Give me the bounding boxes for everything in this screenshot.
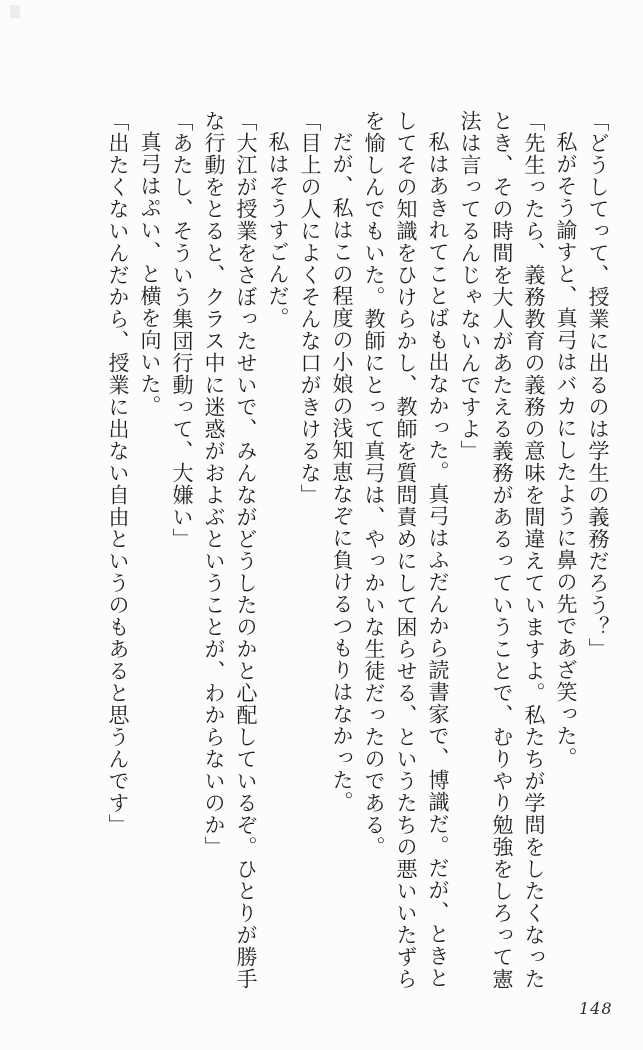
paragraph: 真弓はぷい、と横を向いた。 xyxy=(138,131,162,417)
scan-corner-artifact xyxy=(10,5,20,18)
paragraph: 「あたし、そういう集団行動って、大嫌い」 xyxy=(170,110,194,550)
paragraph: 私はあきれてことばも出なかった。真弓はふだんから読書家で、博識だ。だが、ときとしてその知識をひけらかし、教師を質問責めにして困らせる、というたちの悪いいたずらを愉しんでもいた。教師にとって真弓は、やっかいな生徒だったのである。 xyxy=(362,110,450,990)
paragraph: 「大江が授業をさぼったせいで、みんながどうしたのかと心配しているぞ。ひとりが勝手な行動をとると、クラス中に迷惑がおよぶということが、わからないのか」 xyxy=(202,110,258,990)
paragraph: 「先生ったら、義務教育の義務の意味を間違えていますよ。私たちが学問をしたくなったとき、その時間を大人があたえる義務があるっていうことで、むりやり勉強をしろって憲法は言ってるんじゃないんですよ」 xyxy=(458,110,546,990)
page-number: 148 xyxy=(579,999,613,1018)
paragraph: 私はそうすごんだ。 xyxy=(266,131,290,329)
paragraph: 私がそう諭すと、真弓はバカにしたように鼻の先であざ笑った。 xyxy=(554,131,578,769)
paragraph: だが、私はこの程度の小娘の浅知恵なぞに負けるつもりはなかった。 xyxy=(330,131,354,813)
paragraph: 「目上の人によくそんな口がきけるな」 xyxy=(298,110,322,506)
vertical-text-block xyxy=(102,110,614,990)
paragraph: 「どうしてって、授業に出るのは学生の義務だろう？」 xyxy=(586,110,610,660)
paragraph: 「出たくないんだから、授業に出ない自由というのもあると思うんです」 xyxy=(106,110,130,836)
